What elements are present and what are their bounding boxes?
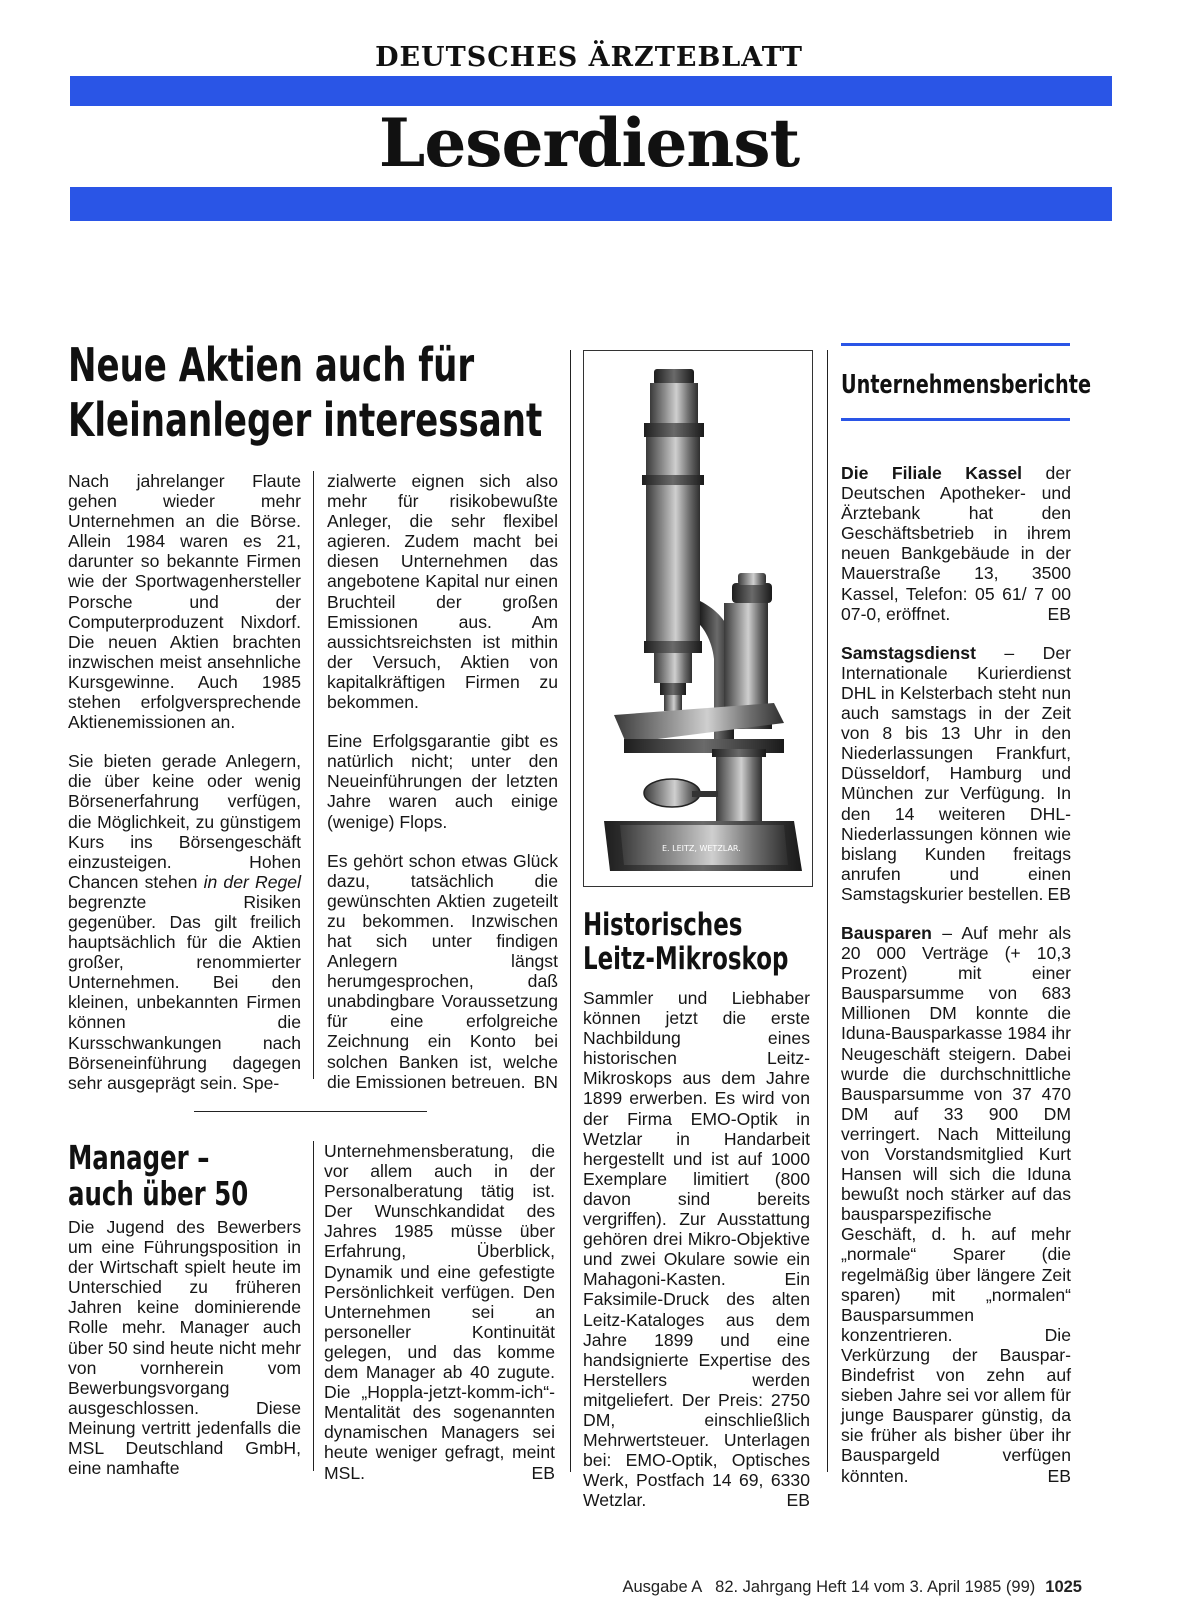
manager-signature: EB [531,1462,555,1483]
microscope-illustration [584,351,812,886]
manager-column-2 [324,1141,555,1483]
aktien-column-rule [313,471,314,1079]
aktien-headline-line2: Kleinanleger interessant [68,393,543,447]
aktien-paragraph-5: Es gehört schon etwas Glück dazu, tatsächlich die gewünschten Aktien zugeteilt zu bekommen. Inzwischen hat sich unter findigen Anlegern längst herumgesprochen, daß unabdingbare Voraussetzung für eine erfolgreiche Zeichnung ein Konto bei solchen Banken ist, welche die Emissionen betreuen. BN [327,850,558,1092]
aktien-signature: BN [533,1071,558,1092]
mikroskop-left-rule [570,350,571,1472]
sidebar-item-lead: Die Filiale Kassel [841,463,1023,483]
manager-headline-line1: Manager – [68,1138,210,1177]
sidebar-item-signature: EB [1047,883,1071,904]
sidebar-heading-blue-line [841,418,1070,421]
mikroskop-signature: EB [786,1490,810,1511]
sidebar-top-blue-line [841,343,1070,346]
sidebar-left-rule [827,350,828,1472]
microscope-base-inscription: E. LEITZ, WETZLAR. [662,844,741,853]
manager-column-rule [313,1141,314,1471]
footer-edition: Ausgabe A 82. Jahrgang Heft 14 vom 3. April 1985 (99) [622,1578,1036,1596]
page-footer [623,1578,1083,1597]
sidebar-column [841,463,1071,1486]
sidebar-item-samstagsdienst: Samstagsdienst – Der Internationale Kurierdienst DHL in Kelsterbach steht nun auch samstags in der Zeit von 8 bis 13 Uhr in den Niederlassungen Frankfurt, Düsseldorf, Hamburg und München zur Verfügung. In den 14 weiteren DHL-Niederlassungen können wie bislang Kunden freitags anrufen und einen Samstagskurier bestellen. EB [841,642,1071,904]
sidebar-heading: Unternehmensberichte [841,370,1092,400]
article-separator [194,1111,427,1112]
sidebar-item-signature: EB [1047,603,1071,624]
masthead-blue-band-top [70,76,1112,106]
aktien-paragraph-4: Eine Erfolgsgarantie gibt es natürlich nicht; unter den Neueinführungen der letzten Jahre waren auch einige (wenige) Flops. [327,731,558,832]
manager-column-1: Die Jugend des Bewerbers um eine Führungsposition in der Wirtschaft spielt heute im Unterschied zu früheren Jahren keine dominierende Rolle mehr. Manager auch über 50 sind heute nicht mehr von vornherein vom Bewerbungsvorgang ausgeschlossen. Diese Meinung vertritt jedenfalls die MSL Deutschland GmbH, eine namhafte [68,1217,301,1479]
manager-headline-line2: auch über 50 [68,1174,249,1213]
microscope-image-frame [583,350,813,887]
section-title: Leserdienst [378,104,800,182]
sidebar-item-signature: EB [1047,1465,1071,1486]
mikroskop-headline-line1: Historisches [583,907,743,943]
aktien-paragraph-1: Nach jahrelanger Flaute gehen wieder mehr Unternehmen an die Börse. Allein 1984 waren es 21, darunter so bekannte Firmen wie der Sportwagenhersteller Porsche und der Computerproduzent Nixdorf. Die neuen Aktien brachten inzwischen meist ansehnliche Kursgewinne. Auch 1985 stehen erfolgversprechende Aktienemissionen an. [68,471,301,733]
mikroskop-paragraph: Sammler und Liebhaber können jetzt die erste Nachbildung eines historischen Leitz-Mikroskops aus dem Jahre 1899 erwerben. Es wird von der Firma EMO-Optik in Wetzlar in Handarbeit hergestellt und ist auf 1000 Exemplare limitiert (800 davon sind bereits vergriffen). Zur Ausstattung gehören drei Mikro-Objektive und zwei Okulare sowie ein Mahagoni-Kasten. Ein Faksimile-Druck des alten Leitz-Kataloges aus dem Jahre 1899 und eine handsignierte Expertise des Herstellers werden mitgeliefert. Der Preis: 2750 DM, einschließlich Mehrwertsteuer. Unterlagen bei: EMO-Optik, Optisches Werk, Postfach 14 69, 6330 Wetzlar. EB [583,988,810,1511]
sidebar-item-lead: Samstagsdienst [841,642,976,663]
aktien-italic-phrase: in der Regel [203,871,301,892]
masthead: DEUTSCHES ÄRZTEBLATT [375,42,803,73]
masthead-blue-band-bottom [70,187,1112,221]
aktien-headline-line1: Neue Aktien auch für [68,338,475,392]
sidebar-item-bausparen: Bausparen – Auf mehr als 20 000 Verträge (+ 10,3 Prozent) mit einer Bausparsumme von 683 Millionen DM konnte die Iduna-Bausparkasse 1984 ihr Neugeschäft steigern. Dabei wurde die durchschnittliche Bausparsumme von 37 470 DM auf 33 900 DM verringert. Nach Mitteilung von Vorstandsmitglied Kurt Hansen will sich die Iduna bewußt noch stärker auf das bausparspezifische Geschäft, d. h. auf mehr „normale“ Sparer (die regelmäßig über längere Zeit sparen) mit „normalen“ Bausparsummen konzentrieren. Die Verkürzung der Bauspar-Bindefrist von zehn auf sieben Jahre sei vor allem für junge Bausparer günstig, da sie früher als bisher über ihr Bauspargeld verfügen könnten. EB [841,922,1071,1486]
mikroskop-body [583,988,810,1510]
aktien-column-2 [327,471,558,1092]
aktien-paragraph-3: zialwerte eignen sich also mehr für risikobewußte Anleger, die sehr flexibel agieren. Zudem macht bei diesen Unternehmen das angebotene Kapital nur einen Bruchteil der großen Emissionen aus. Am aussichtsreichsten ist mithin der Versuch, Aktien von kapitalkräftigen Firmen zu bekommen. [327,471,558,713]
page-number: 1025 [1045,1578,1082,1596]
manager-paragraph-2: Unternehmensberatung, die vor allem auch in der Personalberatung tätig ist. Der Wunschkandidat des Jahres 1985 müsse über Erfahrung, Überblick, Dynamik und eine gefestigte Persönlichkeit verfügen. Den Unternehmen sei an personeller Kontinuität gelegen, und das komme dem Manager ab 40 zugute. Die „Hoppla-jetzt-komm-ich“-Mentalität des sogenannten dynamischen Managers sei heute weniger gefragt, meint MSL. EB [324,1141,555,1483]
mikroskop-headline-line2: Leitz-Mikroskop [583,941,789,977]
aktien-column-1 [68,471,301,1093]
aktien-paragraph-2: Sie bieten gerade Anlegern, die über keine oder wenig Börsenerfahrung verfügen, die Möglichkeit, zu günstigem Kurs ins Börsengeschäft einzusteigen. Hohen Chancen stehen in der Regel begrenzte Risiken gegenüber. Das gilt freilich hauptsächlich für die Aktien großer, renommierter Unternehmen. Bei den kleinen, unbekannten Firmen können die Kursschwankungen nach Börseneinführung dagegen sehr ausgeprägt sein. Spe- [68,751,301,1093]
sidebar-item-filiale-kassel: Die Filiale Kassel der Deutschen Apotheker- und Ärztebank hat den Geschäftsbetrieb in ihrem neuen Bankgebäude in der Mauerstraße 13, 3500 Kassel, Telefon: 05 61/ 7 00 07-0, eröffnet. EB [841,463,1071,624]
sidebar-item-lead: Bausparen [841,922,932,943]
